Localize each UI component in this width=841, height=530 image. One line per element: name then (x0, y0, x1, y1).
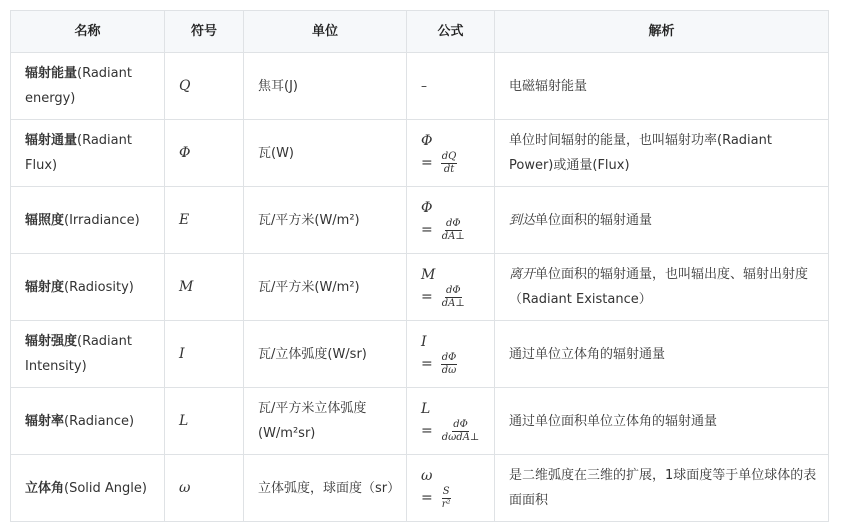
table-row (11, 321, 829, 388)
cell-name (11, 187, 165, 254)
symbol-text: I (179, 345, 185, 362)
formula-rhs (421, 218, 494, 243)
cell-name (11, 388, 165, 455)
formula-dash: – (421, 78, 427, 93)
header-formula: 公式 (407, 11, 495, 53)
equals-sign: = (421, 289, 433, 305)
formula-lhs: ω (421, 467, 433, 484)
table-body (11, 53, 829, 522)
header-symbol: 符号 (165, 11, 244, 53)
fraction-numerator: dΦ (453, 418, 468, 430)
cell-name (11, 321, 165, 388)
cell-formula (407, 321, 495, 388)
name-bold: 辐射率 (25, 413, 65, 429)
cell-formula (407, 455, 495, 522)
table-row (11, 120, 829, 187)
table-row (11, 455, 829, 522)
cell-unit (244, 321, 407, 388)
name-bold: 辐射能量 (25, 66, 78, 81)
fraction-denominator: dA⊥ (441, 297, 465, 309)
formula-rhs (421, 352, 494, 377)
fraction-denominator: dωdA⊥ (441, 431, 480, 443)
formula-lhs: I (421, 333, 427, 350)
cell-symbol (165, 321, 244, 388)
cell-symbol (165, 254, 244, 321)
formula-lhs: L (421, 400, 431, 417)
cell-symbol (165, 120, 244, 187)
table-row (11, 53, 829, 120)
fraction (441, 218, 466, 243)
cell-name (11, 53, 165, 120)
name-bold: 辐射度 (25, 279, 65, 295)
cell-formula (407, 53, 495, 120)
symbol-text: Q (179, 77, 191, 94)
formula-rhs (421, 151, 494, 176)
table-row (11, 254, 829, 321)
unit-text: 瓦/平方米(W/m²) (258, 212, 360, 228)
desc-emphasis: 离开 (509, 267, 536, 282)
fraction-denominator: dA⊥ (441, 230, 465, 242)
fraction-denominator: dω (441, 364, 457, 376)
desc-text: 单位时间辐射的能量，也叫辐射功率(Radiant Power)或通量(Flux) (509, 133, 772, 173)
equals-sign: = (421, 356, 433, 372)
formula-lhs: Φ (421, 132, 433, 149)
header-row (11, 11, 829, 53)
cell-unit (244, 388, 407, 455)
name-bold: 立体角 (25, 480, 65, 496)
desc-text: 通过单位立体角的辐射通量 (509, 346, 666, 362)
equals-sign: = (421, 490, 433, 506)
symbol-text: Φ (179, 144, 191, 161)
fraction (441, 419, 481, 444)
cell-desc (495, 120, 829, 187)
fraction-numerator: S (442, 485, 450, 497)
unit-text: 瓦/立体弧度(W/sr) (258, 346, 367, 362)
cell-unit (244, 187, 407, 254)
formula-rhs (421, 486, 494, 511)
fraction (441, 151, 458, 176)
symbol-text: E (179, 211, 190, 228)
fraction (441, 352, 458, 377)
formula-rhs (421, 285, 494, 310)
header-desc: 解析 (495, 11, 829, 53)
cell-name (11, 455, 165, 522)
equals-sign: = (421, 155, 433, 171)
name-english: (Irradiance) (64, 212, 140, 228)
name-english: (Solid Angle) (64, 480, 147, 496)
fraction-denominator: dt (443, 163, 455, 175)
unit-text: 瓦/平方米(W/m²) (258, 279, 360, 295)
cell-desc (495, 455, 829, 522)
cell-unit (244, 254, 407, 321)
fraction (441, 285, 466, 310)
unit-text: 瓦(W) (258, 145, 294, 161)
symbol-text: ω (179, 479, 191, 496)
equals-sign: = (421, 423, 433, 439)
desc-text: 是二维弧度在三维的扩展，1球面度等于单位球体的表面面积 (509, 468, 817, 508)
cell-symbol (165, 455, 244, 522)
name-english: (Radiant Intensity) (25, 334, 132, 374)
cell-desc (495, 388, 829, 455)
table-row (11, 187, 829, 254)
cell-name (11, 120, 165, 187)
cell-name (11, 254, 165, 321)
header-name: 名称 (11, 11, 165, 53)
name-bold: 辐射通量 (25, 133, 78, 148)
cell-unit (244, 455, 407, 522)
desc-text: 通过单位面积单位立体角的辐射通量 (509, 413, 718, 429)
cell-desc (495, 321, 829, 388)
fraction-numerator: dΦ (445, 284, 461, 296)
desc-emphasis: 到达 (509, 212, 536, 228)
name-english: (Radiosity) (64, 279, 134, 295)
formula-lhs: Φ (421, 199, 433, 216)
cell-symbol (165, 388, 244, 455)
cell-formula (407, 187, 495, 254)
formula-lhs: M (421, 266, 436, 283)
name-english: (Radiance) (64, 413, 135, 429)
cell-symbol (165, 187, 244, 254)
name-english: (Radiant Flux) (25, 133, 132, 173)
name-bold: 辐射强度 (25, 334, 78, 349)
formula-rhs (421, 419, 494, 444)
cell-desc (495, 53, 829, 120)
table-header (11, 11, 829, 53)
unit-text: 瓦/平方米立体弧度(W/m²sr) (258, 401, 367, 441)
desc-text: 单位面积的辐射通量 (535, 212, 653, 228)
cell-unit (244, 53, 407, 120)
desc-text: 单位面积的辐射通量，也叫辐出度、辐射出射度（Radiant Existance） (509, 267, 809, 307)
fraction-numerator: dΦ (445, 217, 461, 229)
cell-formula (407, 388, 495, 455)
cell-unit (244, 120, 407, 187)
cell-formula (407, 120, 495, 187)
unit-text: 焦耳(J) (258, 78, 298, 94)
cell-formula (407, 254, 495, 321)
symbol-text: L (179, 412, 189, 429)
symbol-text: M (179, 278, 194, 295)
name-bold: 辐照度 (25, 212, 65, 228)
table-row (11, 388, 829, 455)
equals-sign: = (421, 222, 433, 238)
fraction-denominator: r² (441, 498, 451, 510)
fraction-numerator: dΦ (441, 351, 457, 363)
radiometry-table (10, 10, 829, 522)
header-unit: 单位 (244, 11, 407, 53)
cell-symbol (165, 53, 244, 120)
desc-text: 电磁辐射能量 (509, 78, 588, 94)
unit-text: 立体弧度，球面度（sr） (258, 480, 401, 496)
fraction (441, 486, 452, 511)
cell-desc (495, 254, 829, 321)
name-english: (Radiant energy) (25, 66, 132, 106)
fraction-numerator: dQ (441, 150, 457, 162)
cell-desc (495, 187, 829, 254)
